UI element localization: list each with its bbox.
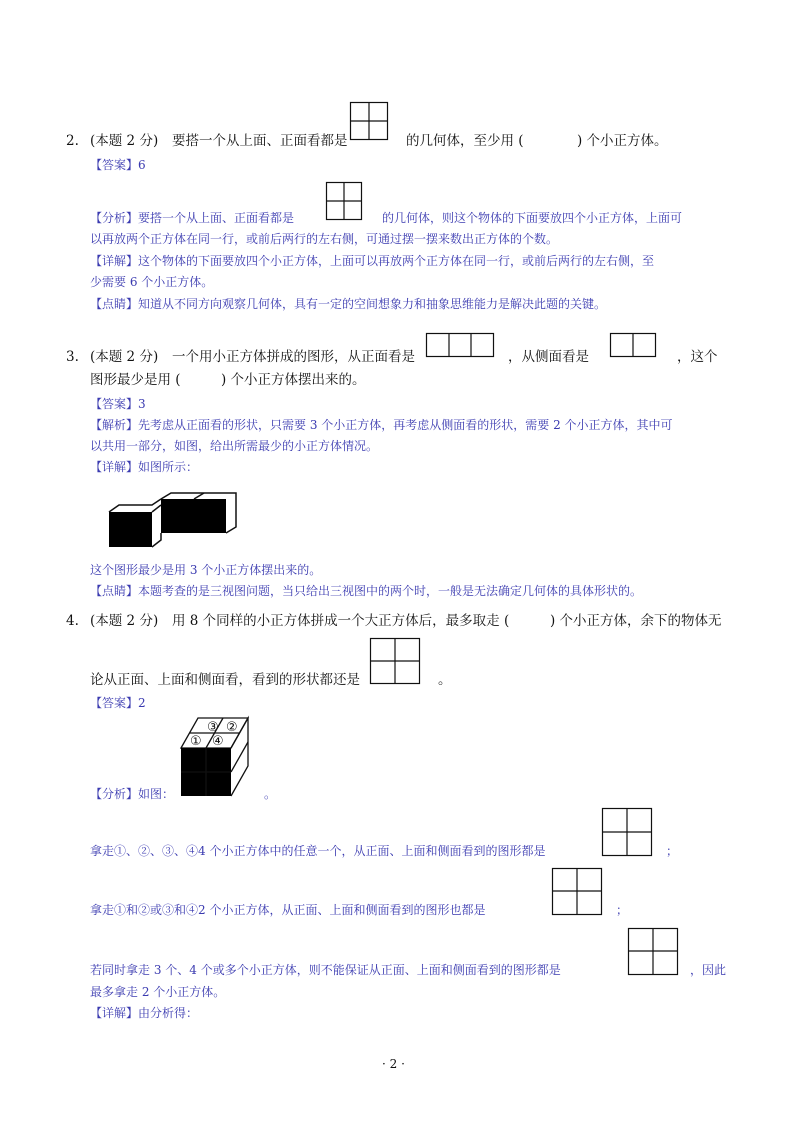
q4-analysis-line (90, 785, 174, 803)
q3-explain-b: 以共用一部分，如图，给出所需最少的小正方体情况。 (90, 439, 379, 453)
q2-answer: 【答案】6 (90, 158, 146, 172)
q4-big-cube-figure (180, 716, 252, 798)
q4-line3-a: 若同时拿走 3 个、4 个或多个小正方体，则不能保证从正面、上面和侧面看到的图形都是 (90, 963, 561, 977)
q2-number: 2. (66, 133, 79, 149)
q3-point: 本题考查的是三视图问题，当只给出三视图中的两个时，一般是无法确定几何体的具体形状的。 (138, 584, 643, 598)
q4-line3-grid-figure (628, 928, 678, 975)
q2-stem-a: 要搭一个从上面、正面看都是 (172, 133, 348, 149)
q2-point: 知道从不同方向观察几何体，具有一定的空间想象力和抽象思维能力是解决此题的关键。 (138, 297, 607, 311)
q4-line2-a: 拿走①和②或③和④2 个小正方体，从正面、上面和侧面看到的图形也都是 (90, 903, 486, 917)
q2-analysis-a: 要搭一个从上面、正面看都是 (138, 211, 295, 225)
q4-line1-grid-figure (602, 808, 652, 856)
q4-detail-line (90, 1004, 198, 1022)
q2-stem-c: ) 个小正方体。 (577, 133, 668, 149)
q3-side-view-figure (610, 333, 656, 357)
q3-cube-arrangement-figure (108, 492, 236, 548)
q4-line2-b: ； (616, 903, 629, 917)
q4-line3-b: ，因此 (690, 963, 727, 977)
q4-label-4: ④ (212, 734, 224, 749)
q4-detail-tag: 【详解】 (90, 1006, 139, 1020)
q2-point-tag: 【点睛】 (90, 297, 139, 311)
q3-explain-tag: 【解析】 (90, 418, 139, 432)
q4-label-2: ② (226, 720, 238, 735)
q4-detail: 由分析得： (138, 1006, 199, 1020)
q4-stem-a: 用 8 个同样的小正方体拼成一个大正方体后，最多取走 ( (172, 613, 510, 629)
q4-stem-grid-figure (370, 638, 420, 684)
q2-analysis-grid-figure (326, 182, 362, 220)
q3-stem-c: ，这个 (677, 349, 718, 365)
q4-score: (本题 2 分) (90, 613, 159, 629)
q3-detail-line (90, 458, 198, 476)
q2-stem-b: 的几何体，至少用 ( (406, 133, 524, 149)
q2-square-grid-figure (350, 102, 388, 140)
q4-number: 4. (66, 613, 79, 629)
q3-stem-b: ，从侧面看是 (508, 349, 589, 365)
q3-explain-a: 先考虑从正面看的形状，只需要 3 个小正方体，再考虑从侧面看的形状，需要 2 个小正方体，其中可 (138, 418, 673, 432)
q3-number: 3. (66, 349, 79, 365)
q4-analysis-tag: 【分析】 (90, 787, 139, 801)
q3-result: 这个图形最少是用 3 个小正方体摆出来的。 (90, 563, 322, 577)
q2-detail-tag: 【详解】 (90, 254, 139, 268)
q2-analysis-tag: 【分析】 (90, 211, 139, 225)
q3-front-view-figure (426, 333, 494, 357)
q4-stem-b: ) 个小正方体，余下的物体无 (550, 613, 722, 629)
q2-analysis-b: 的几何体，则这个物体的下面要放四个小正方体，上面可 (382, 211, 683, 225)
q4-line1-a: 拿走①、②、③、④4 个小正方体中的任意一个，从正面、上面和侧面看到的图形都是 (90, 844, 546, 858)
q3-score: (本题 2 分) (90, 349, 159, 365)
q4-line3-c: 最多拿走 2 个小正方体。 (90, 985, 226, 999)
q3-stem-e: ) 个小正方体摆出来的。 (221, 372, 366, 388)
q4-stem-d: 。 (438, 672, 452, 688)
q2-point-line (90, 295, 606, 313)
q3-point-tag: 【点睛】 (90, 584, 139, 598)
q4-line1-b: ； (666, 844, 679, 858)
q3-detail-tag: 【详解】 (90, 460, 139, 474)
q3-stem-d: 图形最少是用 ( (90, 372, 181, 388)
q3-explain-line1 (90, 416, 673, 434)
q4-label-3: ③ (207, 720, 219, 735)
q3-answer: 【答案】3 (90, 397, 146, 411)
q2-analysis-c: 以再放两个正方体在同一行，或前后两行的左右侧，可通过摆一摆来数出正方体的个数。 (90, 232, 559, 246)
q3-detail: 如图所示： (138, 460, 199, 474)
q4-label-1: ① (190, 734, 202, 749)
q4-analysis-end: 。 (264, 787, 277, 801)
q2-detail-a: 这个物体的下面要放四个小正方体，上面可以再放两个正方体在同一行，或前后两行的左右侧，至 (138, 254, 655, 268)
q4-line2-grid-figure (552, 868, 602, 915)
q4-answer: 【答案】2 (90, 696, 146, 710)
q2-detail-line1 (90, 252, 654, 270)
q2-detail-b: 少需要 6 个小正方体。 (90, 275, 214, 289)
q3-stem-a: 一个用小正方体拼成的图形，从正面看是 (172, 349, 415, 365)
page-number: · 2 · (382, 1057, 405, 1071)
q2-analysis-line1 (90, 209, 294, 227)
q4-stem-c: 论从正面、上面和侧面看，看到的形状都还是 (90, 672, 360, 688)
q3-point-line (90, 582, 642, 600)
q4-analysis-a: 如图： (138, 787, 175, 801)
q2-score: (本题 2 分) (90, 133, 159, 149)
